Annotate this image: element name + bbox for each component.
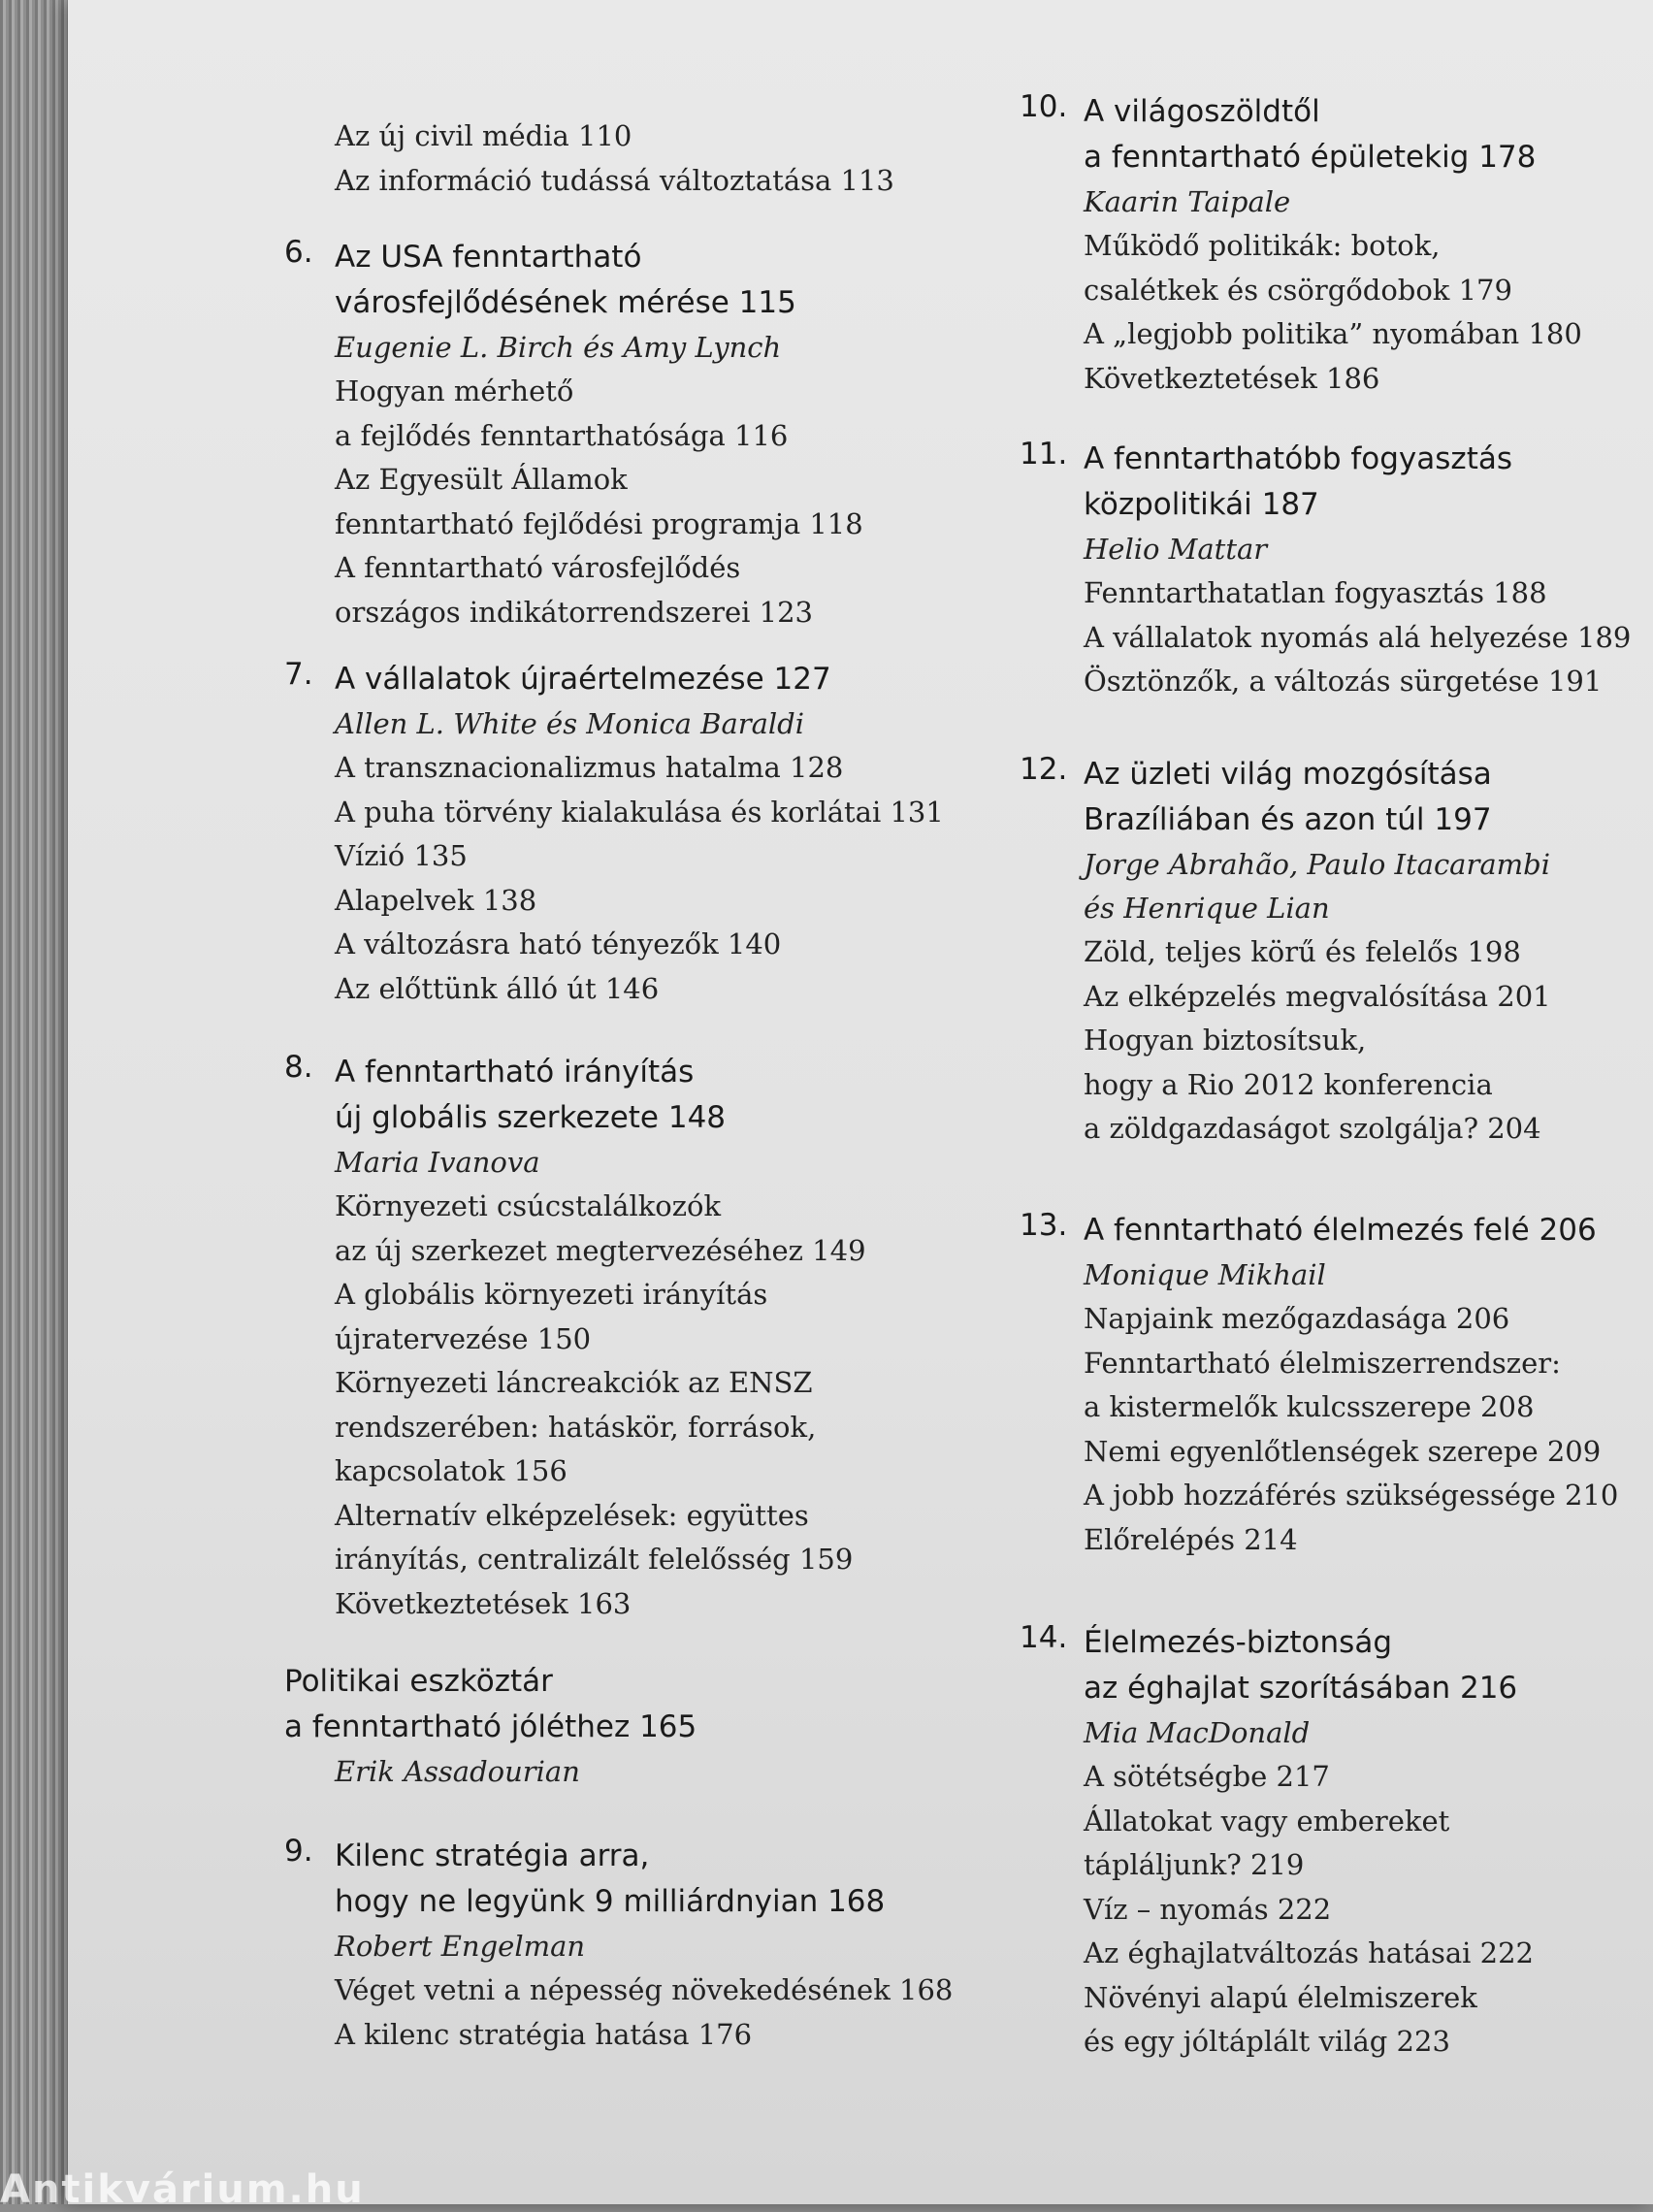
chapter-author: Maria Ivanova bbox=[335, 1146, 540, 1179]
chapter-number: 10. bbox=[1020, 89, 1068, 124]
toc-chapter-12[interactable] bbox=[1020, 752, 1653, 1152]
chapter-number: 13. bbox=[1020, 1208, 1068, 1243]
toc-subsection: Véget vetni a népesség növekedésének 168 bbox=[335, 1973, 954, 2006]
toc-chapter-10[interactable] bbox=[1020, 89, 1653, 401]
chapter-number: 8. bbox=[284, 1050, 313, 1085]
toc-subsection: Az információ tudássá változtatása 113 bbox=[335, 163, 894, 197]
toc-subsection: Környezeti láncreakciók az ENSZ rendszerében: hatáskör, források, kapcsolatok 156 bbox=[335, 1366, 817, 1487]
toc-chapter-7[interactable] bbox=[284, 657, 1014, 1011]
toc-chapter-9[interactable] bbox=[284, 1834, 1014, 2057]
chapter-title: A fenntarthatóbb fogyasztás közpolitikái 187 bbox=[1084, 441, 1512, 522]
toc-subsection: Alternatív elképzelések: együttes irányítás, centralizált felelősség 159 bbox=[335, 1498, 854, 1576]
toc-subsection: Az előttünk álló út 146 bbox=[335, 971, 660, 1005]
chapter-title: A fenntartható irányítás új globális szerkezete 148 bbox=[335, 1055, 727, 1135]
chapter-author: Jorge Abrahão, Paulo Itacarambi és Henrique Lian bbox=[1084, 848, 1550, 925]
toc-subsection: Állatokat vagy embereket tápláljunk? 219 bbox=[1084, 1804, 1450, 1881]
toc-subsection: A vállalatok nyomás alá helyezése 189 bbox=[1084, 620, 1632, 654]
toc-subsection: A sötétségbe 217 bbox=[1084, 1760, 1330, 1793]
toc-subsection: Fenntartható élelmiszerrendszer: a kistermelők kulcsszerepe 208 bbox=[1084, 1346, 1561, 1423]
toc-policy-toolkit[interactable] bbox=[284, 1659, 1014, 1794]
toc-chapter-13[interactable] bbox=[1020, 1208, 1653, 1562]
toc-subsection: Az új civil média 110 bbox=[335, 119, 632, 152]
chapter-author: Mia MacDonald bbox=[1084, 1716, 1311, 1749]
toc-subsection: Az éghajlatváltozás hatásai 222 bbox=[1084, 1936, 1534, 1969]
chapter-number: 7. bbox=[284, 657, 313, 692]
toc-subsection: Ösztönzők, a változás sürgetése 191 bbox=[1084, 665, 1603, 698]
toc-chapter-11[interactable] bbox=[1020, 437, 1653, 704]
chapter-author: Robert Engelman bbox=[335, 1930, 586, 1963]
toc-subsection: A „legjobb politika” nyomában 180 bbox=[1084, 317, 1582, 350]
toc-subsection: Víz – nyomás 222 bbox=[1084, 1892, 1332, 1926]
toc-subsection: A transznacionalizmus hatalma 128 bbox=[335, 751, 844, 784]
chapter-title: Az üzleti világ mozgósítása Brazíliában és azon túl 197 bbox=[1084, 757, 1492, 837]
toc-subsection: A globális környezeti irányítás újratervezése 150 bbox=[335, 1278, 768, 1355]
section-author: Erik Assadourian bbox=[335, 1755, 580, 1788]
toc-subsection: A puha törvény kialakulása és korlátai 131 bbox=[335, 795, 944, 829]
chapter-title: A fenntartható élelmezés felé 206 bbox=[1084, 1213, 1597, 1248]
section-title: Politikai eszköztár a fenntartható jóléthez 165 bbox=[284, 1664, 697, 1744]
toc-subsection: A változásra ható tényezők 140 bbox=[335, 927, 782, 960]
watermark: Antikvárium.hu bbox=[0, 2167, 365, 2212]
toc-subsection: Előrelépés 214 bbox=[1084, 1522, 1298, 1556]
chapter-author: Allen L. White és Monica Baraldi bbox=[335, 707, 805, 740]
toc-subsection: Napjaink mezőgazdasága 206 bbox=[1084, 1302, 1510, 1335]
chapter-title: A világoszöldtől a fenntartható épületekig 178 bbox=[1084, 94, 1537, 175]
toc-subsection: Fenntarthatatlan fogyasztás 188 bbox=[1084, 576, 1547, 609]
chapter-title: Élelmezés-biztonság az éghajlat szorításában 216 bbox=[1084, 1625, 1518, 1706]
toc-subsection: A jobb hozzáférés szükségessége 210 bbox=[1084, 1479, 1619, 1512]
toc-subsection: Működő politikák: botok, csalétkek és csörgődobok 179 bbox=[1084, 229, 1512, 307]
toc-subsection: Alapelvek 138 bbox=[335, 883, 537, 917]
chapter-author: Eugenie L. Birch és Amy Lynch bbox=[335, 331, 782, 364]
chapter-number: 12. bbox=[1020, 752, 1068, 787]
chapter-title: Az USA fenntartható városfejlődésének mérése 115 bbox=[335, 240, 796, 320]
toc-chapter-14[interactable] bbox=[1020, 1620, 1653, 2065]
toc-subsection: Környezeti csúcstalálkozók az új szerkezet megtervezéséhez 149 bbox=[335, 1189, 866, 1267]
toc-subsection: A fenntartható városfejlődés országos indikátorrendszerei 123 bbox=[335, 551, 813, 629]
toc-subsection: Zöld, teljes körű és felelős 198 bbox=[1084, 935, 1521, 968]
toc-subsection: Következtetések 163 bbox=[335, 1586, 632, 1620]
toc-subsection: A kilenc stratégia hatása 176 bbox=[335, 2017, 753, 2051]
toc-chapter-6[interactable] bbox=[284, 235, 1014, 634]
book-page bbox=[68, 0, 1653, 2204]
toc-continued-subsections bbox=[335, 114, 1014, 203]
chapter-number: 6. bbox=[284, 235, 313, 270]
toc-subsection: Hogyan biztosítsuk, hogy a Rio 2012 konferencia a zöldgazdaságot szolgálja? 204 bbox=[1084, 1024, 1541, 1145]
chapter-title: A vállalatok újraértelmezése 127 bbox=[335, 662, 831, 697]
toc-subsection: Az elképzelés megvalósítása 201 bbox=[1084, 979, 1551, 1013]
chapter-author: Monique Mikhail bbox=[1084, 1258, 1326, 1291]
toc-subsection: Vízió 135 bbox=[335, 839, 468, 872]
chapter-author: Helio Mattar bbox=[1084, 533, 1268, 566]
toc-chapter-8[interactable] bbox=[284, 1050, 1014, 1626]
chapter-number: 9. bbox=[284, 1834, 313, 1869]
chapter-number: 11. bbox=[1020, 437, 1068, 472]
toc-subsection: Az Egyesült Államok fenntartható fejlődési programja 118 bbox=[335, 463, 863, 540]
chapter-number: 14. bbox=[1020, 1620, 1068, 1655]
toc-subsection: Következtetések 186 bbox=[1084, 361, 1380, 395]
toc-subsection: Nemi egyenlőtlenségek szerepe 209 bbox=[1084, 1434, 1602, 1468]
toc-subsection: Növényi alapú élelmiszerek és egy jóltáplált világ 223 bbox=[1084, 1980, 1477, 2058]
chapter-author: Kaarin Taipale bbox=[1084, 185, 1291, 218]
chapter-title: Kilenc stratégia arra, hogy ne legyünk 9 milliárdnyian 168 bbox=[335, 1838, 886, 1919]
toc-subsection: Hogyan mérhető a fejlődés fenntarthatósága 116 bbox=[335, 374, 789, 452]
book-spine-edge bbox=[0, 0, 68, 2204]
